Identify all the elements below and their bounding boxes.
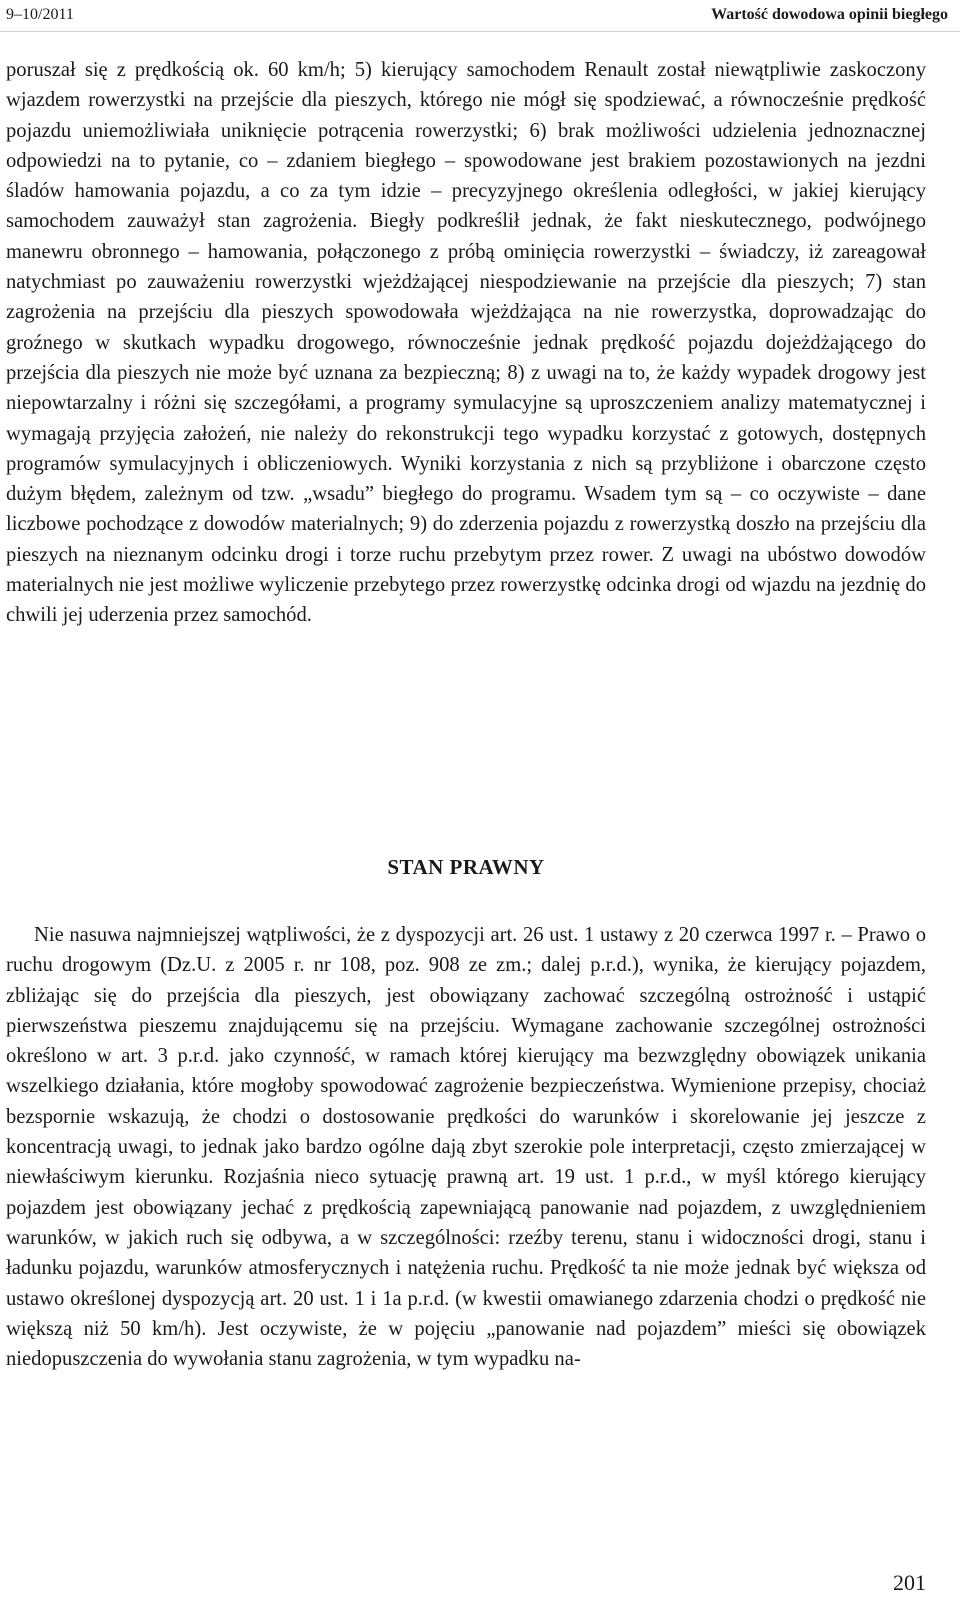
issue-number: 9–10/2011	[6, 6, 74, 23]
running-title: Wartość dowodowa opinii biegłego	[711, 6, 948, 23]
body-paragraph-1: poruszał się z prędkością ok. 60 km/h; 5) kierujący samochodem Renault został niewątpliwie zaskoczony wjazdem rowerzystki na przejście dla pieszych, którego nie mógł się spodziewać, a równocześnie prędkość pojazdu uniemożliwiała uniknięcie potrącenia rowerzystki; 6) brak możliwości udzielenia jednoznacznej odpowiedzi na to pytanie, co – zdaniem biegłego – spowodowane jest brakiem pozostawionych na jezdni śladów hamowania pojazdu, a co za tym idzie – precyzyjnego określenia odległości, w jakiej kierujący samochodem zauważył stan zagrożenia. Biegły podkreślił jednak, że fakt nieskutecznego, podwójnego manewru obronnego – hamowania, połączonego z próbą ominięcia rowerzystki – świadczy, iż zareagował natychmiast po zauważeniu rowerzystki wjeżdżającej niespodziewanie na przejście dla pieszych; 7) stan zagrożenia na przejściu dla pieszych spowodowała wjeżdżająca na nie rowerzystka, doprowadzając do groźnego w skutkach wypadku drogowego, równocześnie jednak prędkość pojazdu dojeżdżającego do przejścia dla pieszych nie może być uznana za bezpieczną; 8) z uwagi na to, że każdy wypadek drogowy jest niepowtarzalny i różni się szczegółami, a programy symulacyjne są uproszczeniem analizy matematycznej i wymagają przyjęcia założeń, nie należy do rekonstrukcji tego wypadku korzystać z gotowych, dostępnych programów symulacyjnych i obliczeniowych. Wyniki korzystania z nich są przybliżone i obarczone często dużym błędem, zależnym od tzw. „wsadu” biegłego do programu. Wsadem tym są – co oczywiste – dane liczbowe pochodzące z dowodów materialnych; 9) do zderzenia pojazdu z rowerzystką doszło na przejściu dla pieszych na nieznanym odcinku drogi i torze ruchu przebytym przez rower. Z uwagi na ubóstwo dowodów materialnych nie jest możliwe wyliczenie przebytego przez rowerzystkę odcinka drogi od wjazdu na jezdnię do chwili jej uderzenia przez samochód.	[6, 59, 926, 627]
running-header	[0, 0, 960, 32]
section-heading: STAN PRAWNY	[387, 855, 545, 879]
body-paragraph-2: Nie nasuwa najmniejszej wątpliwości, że z dyspozycji art. 26 ust. 1 ustawy z 20 czerwca 1997 r. – Prawo o ruchu drogowym (Dz.U. z 2005 r. nr 108, poz. 908 ze zm.; dalej p.r.d.), wynika, że kierujący pojazdem, zbliżając się do przejścia dla pieszych, jest obowiązany zachować szczególną ostrożność i ustąpić pierwszeństwa pieszemu znajdującemu się na przejściu. Wymagane zachowanie szczególnej ostrożności określono w art. 3 p.r.d. jako czynność, w ramach której kierujący ma bezwzględny obowiązek unikania wszelkiego działania, które mogłoby spowodować zagrożenie bezpieczeństwa. Wymienione przepisy, chociaż bezspornie wskazują, że chodzi o dostosowanie prędkości do warunków i skorelowanie jej jeszcze z koncentracją uwagi, to jednak jako bardzo ogólne dają zbyt szerokie pole interpretacji, często zmierzającej w niewłaściwym kierunku. Rozjaśnia nieco sytuację prawną art. 19 ust. 1 p.r.d., w myśl którego kierujący pojazdem jest obowiązany jechać z prędkością zapewniającą panowanie nad pojazdem, z uwzględnieniem warunków, w jakich ruch się odbywa, a w szczególności: rzeźby terenu, stanu i widoczności drogi, stanu i ładunku pojazdu, warunków atmosferycznych i natężenia ruchu. Prędkość ta nie może jednak być większa od ustawo określonej dyspozycją art. 20 ust. 1 i 1a p.r.d. (w kwestii omawianego zdarzenia chodzi o prędkość nie większą niż 50 km/h). Jest oczywiste, że w pojęciu „panowanie nad pojazdem” mieści się obowiązek niedopuszczenia do wywołania stanu zagrożenia, w tym wypadku na-	[6, 924, 926, 1371]
page-number: 201	[893, 1570, 926, 1595]
